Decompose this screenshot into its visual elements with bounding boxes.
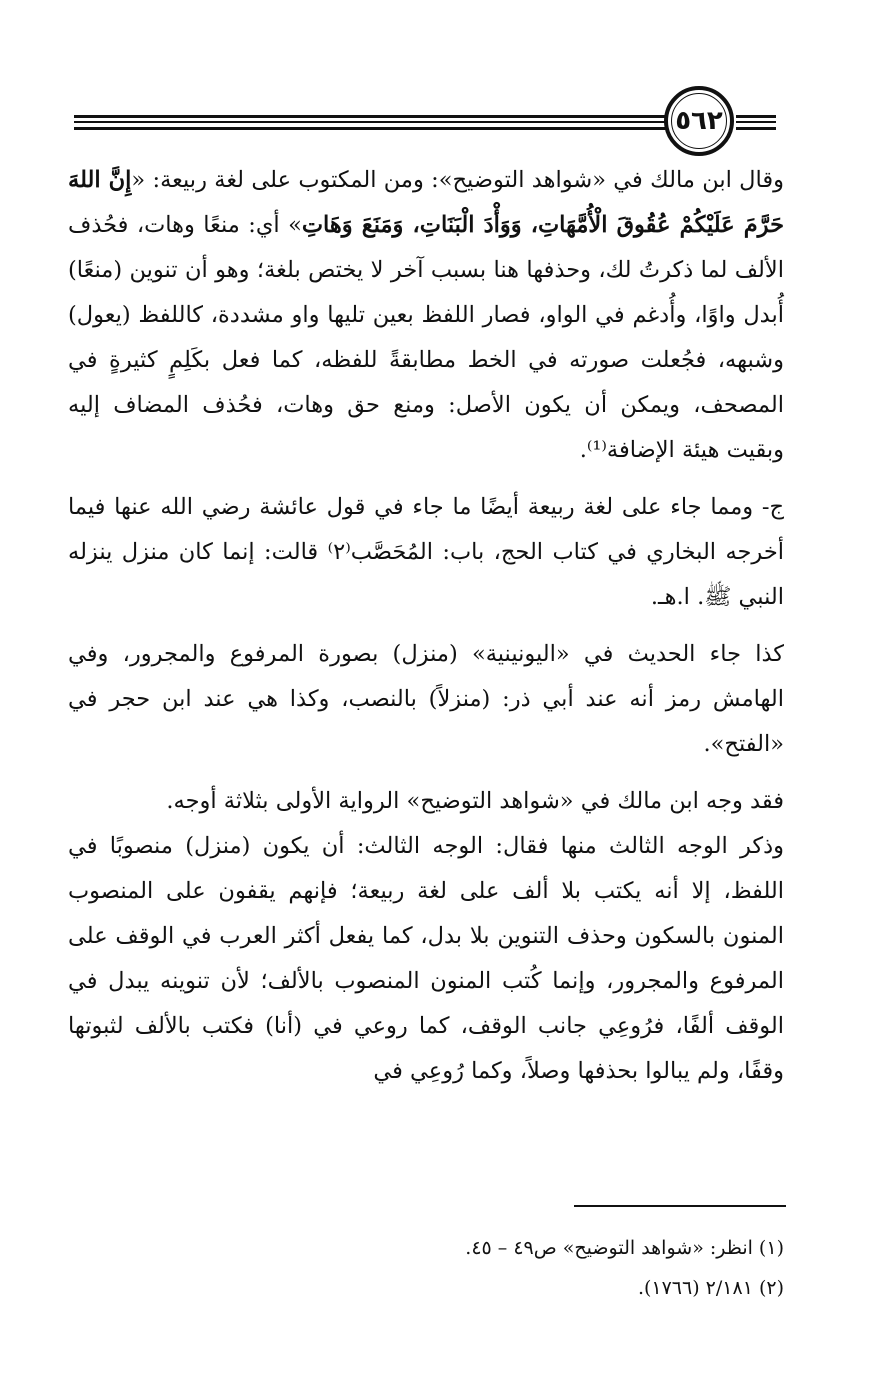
header-rule: [74, 115, 666, 118]
paragraph-text: وقال ابن مالك في «شواهد التوضيح»: ومن المكتوب على لغة ربيعة: «: [131, 167, 785, 193]
header-rule: [736, 115, 776, 118]
page-number: ٥٦٢: [675, 106, 723, 136]
header-rule: [736, 121, 776, 123]
footnotes: [68, 1228, 784, 1308]
page-number-badge: [664, 86, 734, 156]
paragraph: وذكر الوجه الثالث منها فقال: الوجه الثالث: أن يكون (منزل) منصوبًا في اللفظ، إلا أنه يكتب بلا ألف على لغة ربيعة؛ فإنهم يقفون على المنصوب المنون بالسكون وحذف التنوين بلا بدل، كما يفعل أكثر العرب في الوقف على المرفوع والمجرور، وإنما كُتب المنون المنصوب بالألف؛ لأن تنوينه يبدل في الوقف ألفًا، فرُوعِي جانب الوقف، كما روعي في (أنا) فكتب بالألف لثبوتها وقفًا، ولم يبالوا بحذفها وصلاً، وكما رُوعِي في: [68, 833, 784, 1084]
footnote-separator: [574, 1205, 786, 1207]
paragraph: فقد وجه ابن مالك في «شواهد التوضيح» الرواية الأولى بثلاثة أوجه.: [166, 788, 784, 814]
footnote: (٢) ٢/١٨١ (١٧٦٦).: [637, 1277, 784, 1299]
paragraph: كذا جاء الحديث في «اليونينية» (منزل) بصورة المرفوع والمجرور، وفي الهامش رمز أنه عند أبي ذر: (منزلاً) بالنصب، وكذا هي عند ابن حجر في «الفتح».: [68, 641, 784, 757]
paragraph-text: » أي: منعًا وهات، فحُذف الألف لما ذكرتُ لك، وحذفها هنا بسبب آخر لا يختص بلغة؛ وهو أن تنوين (منعًا) أُبدل واوًا، وأُدغم في الواو، فصار اللفظ بعين تليها واو مشددة، كاللفظ (يعول) وشبهه، فجُعلت صورته في الخط مطابقةً للفظه، كما فعل بكَلِمٍ كثيرةٍ في المصحف، ويمكن أن يكون الأصل: ومنع حق وهات، فحُذف المضاف إليه وبقيت هيئة الإضافة⁽¹⁾.: [68, 212, 784, 463]
footnote: (١) انظر: «شواهد التوضيح» ص٤٩ – ٤٥.: [465, 1237, 784, 1259]
header-rule: [74, 121, 666, 123]
paragraph: ج- ومما جاء على لغة ربيعة أيضًا ما جاء في قول عائشة رضي الله عنها فيما أخرجه البخاري في كتاب الحج، باب: المُحَصَّب⁽٢⁾ قالت: إنما كان منزل ينزله النبي ﷺ. ا.هـ.: [68, 494, 784, 610]
header-rule: [74, 127, 666, 130]
hadith-quote: إِنَّ اللهَ حَرَّمَ عَلَيْكُمْ عُقُوقَ الْأُمَّهَاتِ، وَوَأْدَ الْبَنَاتِ، وَمَنَعَ وَهَاتِ: [68, 167, 785, 238]
paragraph: [68, 158, 784, 473]
page-header: [0, 0, 873, 150]
main-text: [68, 158, 784, 1094]
header-rule: [736, 127, 776, 130]
